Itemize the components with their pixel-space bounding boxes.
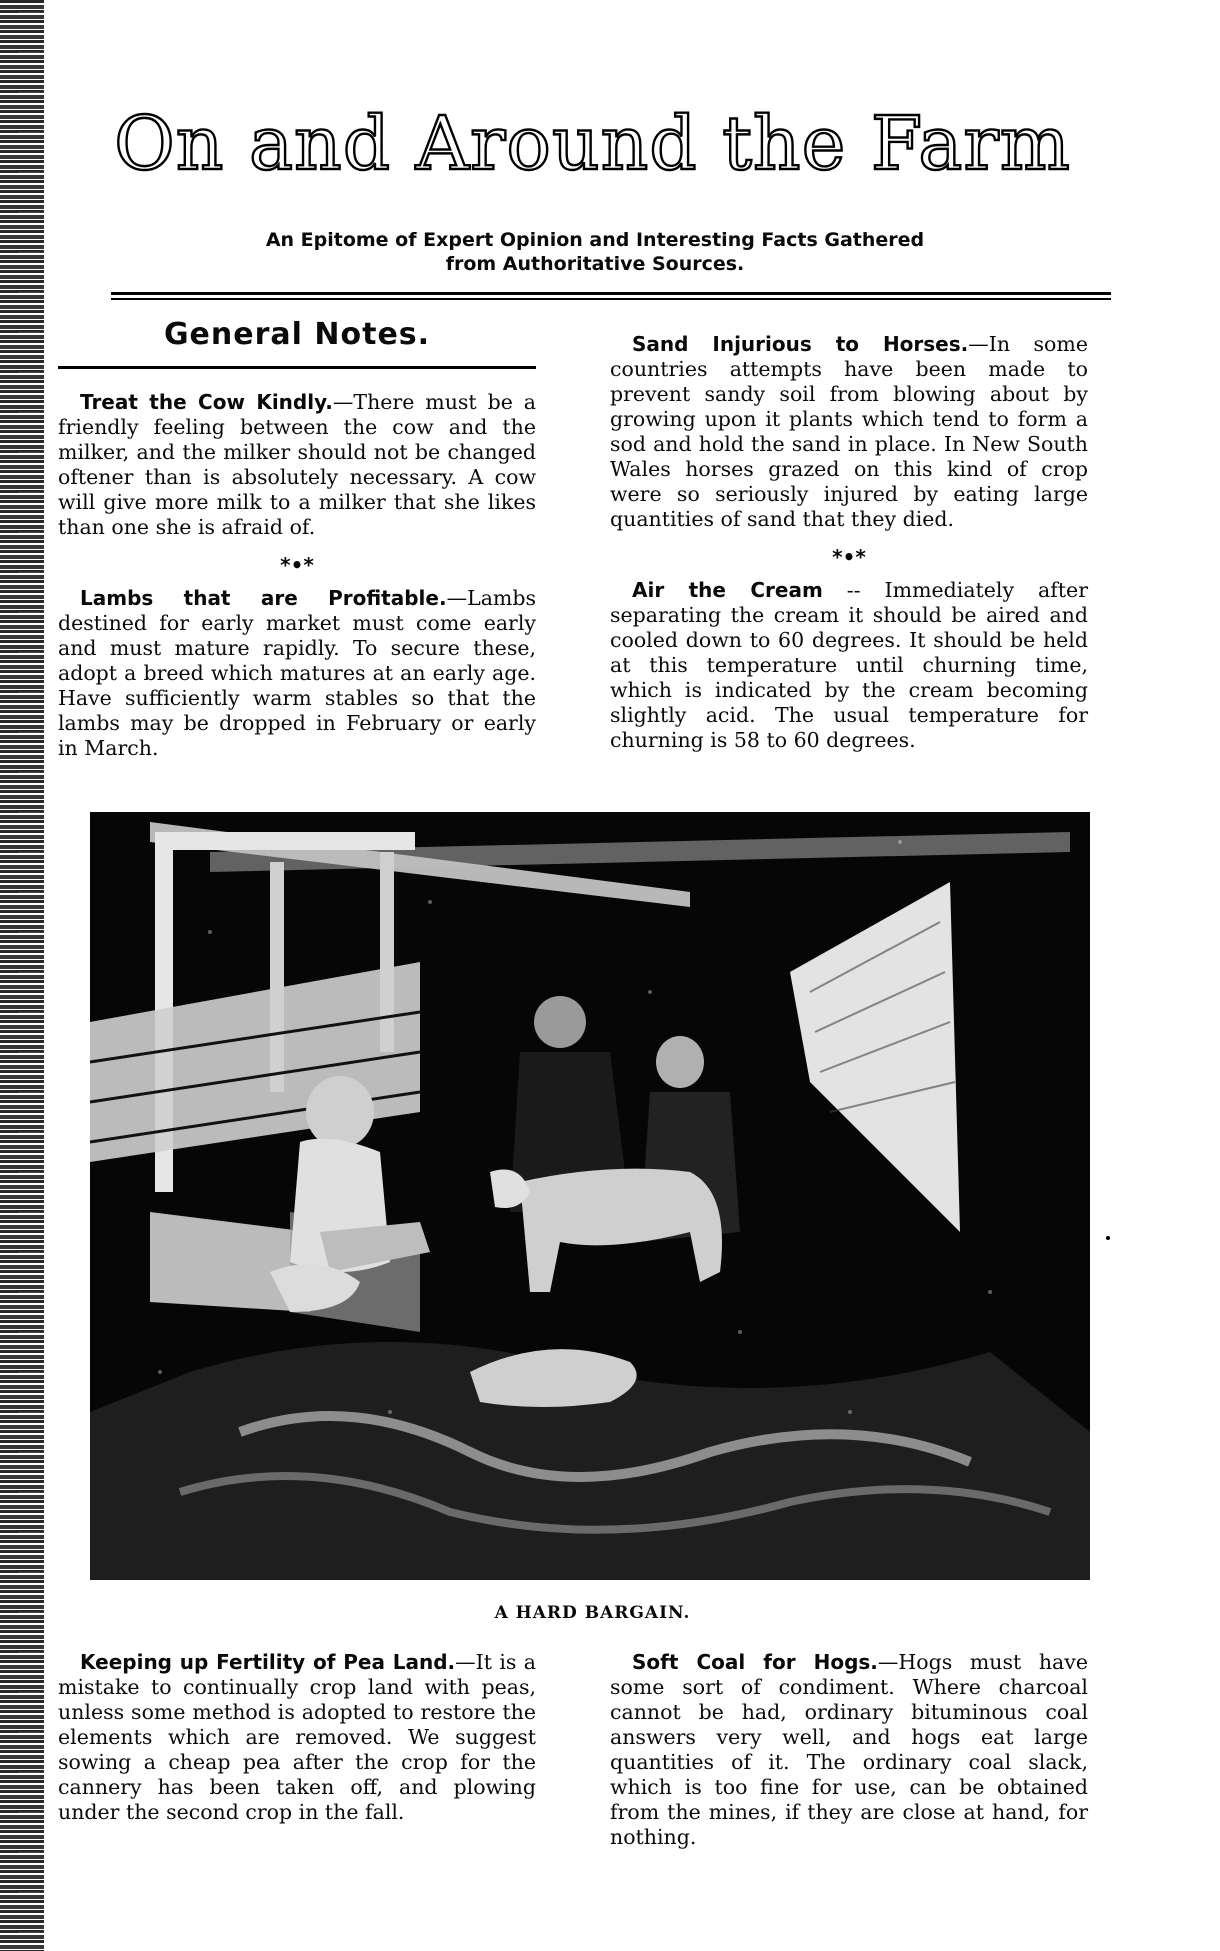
barn-scene-image [90, 812, 1090, 1580]
article-lead: Keeping up Fertility of Pea Land. [80, 1650, 456, 1674]
section-rule [58, 366, 536, 369]
article-body: —Hogs must have some sort of condiment. Where charcoal cannot be had, ordinary bituminous coal answers very well, and hogs eat large quantities of it. The ordinary coal slack, which is too fine for use, can be obtained from the mines, if they are close at hand, for nothing. [610, 1650, 1088, 1849]
masthead-title: On and Around the Farm [114, 101, 1071, 187]
barn-illustration [90, 812, 1090, 1580]
article-air-cream [610, 578, 1088, 753]
illustration-caption: A HARD BARGAIN. [494, 1603, 691, 1623]
article-lead: Treat the Cow Kindly. [80, 390, 333, 414]
column-top-right [610, 332, 1088, 753]
binding-edge [0, 0, 44, 1951]
article-body: —Lambs destined for early market must come early and must mature rapidly. To secure these, adopt a breed which matures at an early age. Have sufficiently warm stables so that the lambs may be dropped in February or early in March. [58, 586, 536, 760]
subtitle-line-1: An Epitome of Expert Opinion and Interesting Facts Gathered [265, 229, 925, 251]
masthead-rule [111, 292, 1111, 300]
article-lambs [58, 586, 536, 761]
article-body: —In some countries attempts have been made to prevent sandy soil from blowing about by growing upon it plants which tend to form a sod and hold the sand in place. In New South Wales horses grazed on this kind of crop were so seriously injured by eating large quantities of sand that they died. [610, 332, 1088, 531]
article-body: -- Immediately after separating the cream it should be aired and cooled down to 60 degrees. It should be held at this temperature until churning time, which is indicated by the cream becoming slightly acid. The usual temperature for churning is 58 to 60 degrees. [610, 578, 1088, 752]
masthead-subtitle [235, 228, 955, 276]
article-pea-land [58, 1650, 536, 1825]
article-lead: Air the Cream [632, 578, 823, 602]
column-bottom-right [610, 1650, 1088, 1850]
article-lead: Sand Injurious to Horses. [632, 332, 969, 356]
newspaper-page [58, 0, 1110, 1951]
separator-ornament: *•* [280, 553, 314, 577]
article-soft-coal [610, 1650, 1088, 1850]
article-body: —There must be a friendly feeling between the cow and the milker, and the milker should not be changed oftener than is absolutely necessary. A cow will give more milk to a milker that she likes than one she is afraid of. [58, 390, 536, 539]
masthead [75, 92, 1110, 212]
article-sand-horses [610, 332, 1088, 532]
article-body: —It is a mistake to continually crop land with peas, unless some method is adopted to restore the elements which are removed. We suggest sowing a cheap pea after the crop for the cannery has been taken off, and plowing under the second crop in the fall. [58, 1650, 536, 1824]
article-treat-cow [58, 390, 536, 540]
article-lead: Lambs that are Profitable. [80, 586, 447, 610]
article-lead: Soft Coal for Hogs. [632, 1650, 878, 1674]
print-speck [1106, 1236, 1110, 1240]
subtitle-line-2: from Authoritative Sources. [445, 253, 745, 275]
section-heading: General Notes. [163, 317, 431, 352]
separator-ornament: *•* [832, 545, 866, 569]
column-bottom-left [58, 1650, 536, 1825]
